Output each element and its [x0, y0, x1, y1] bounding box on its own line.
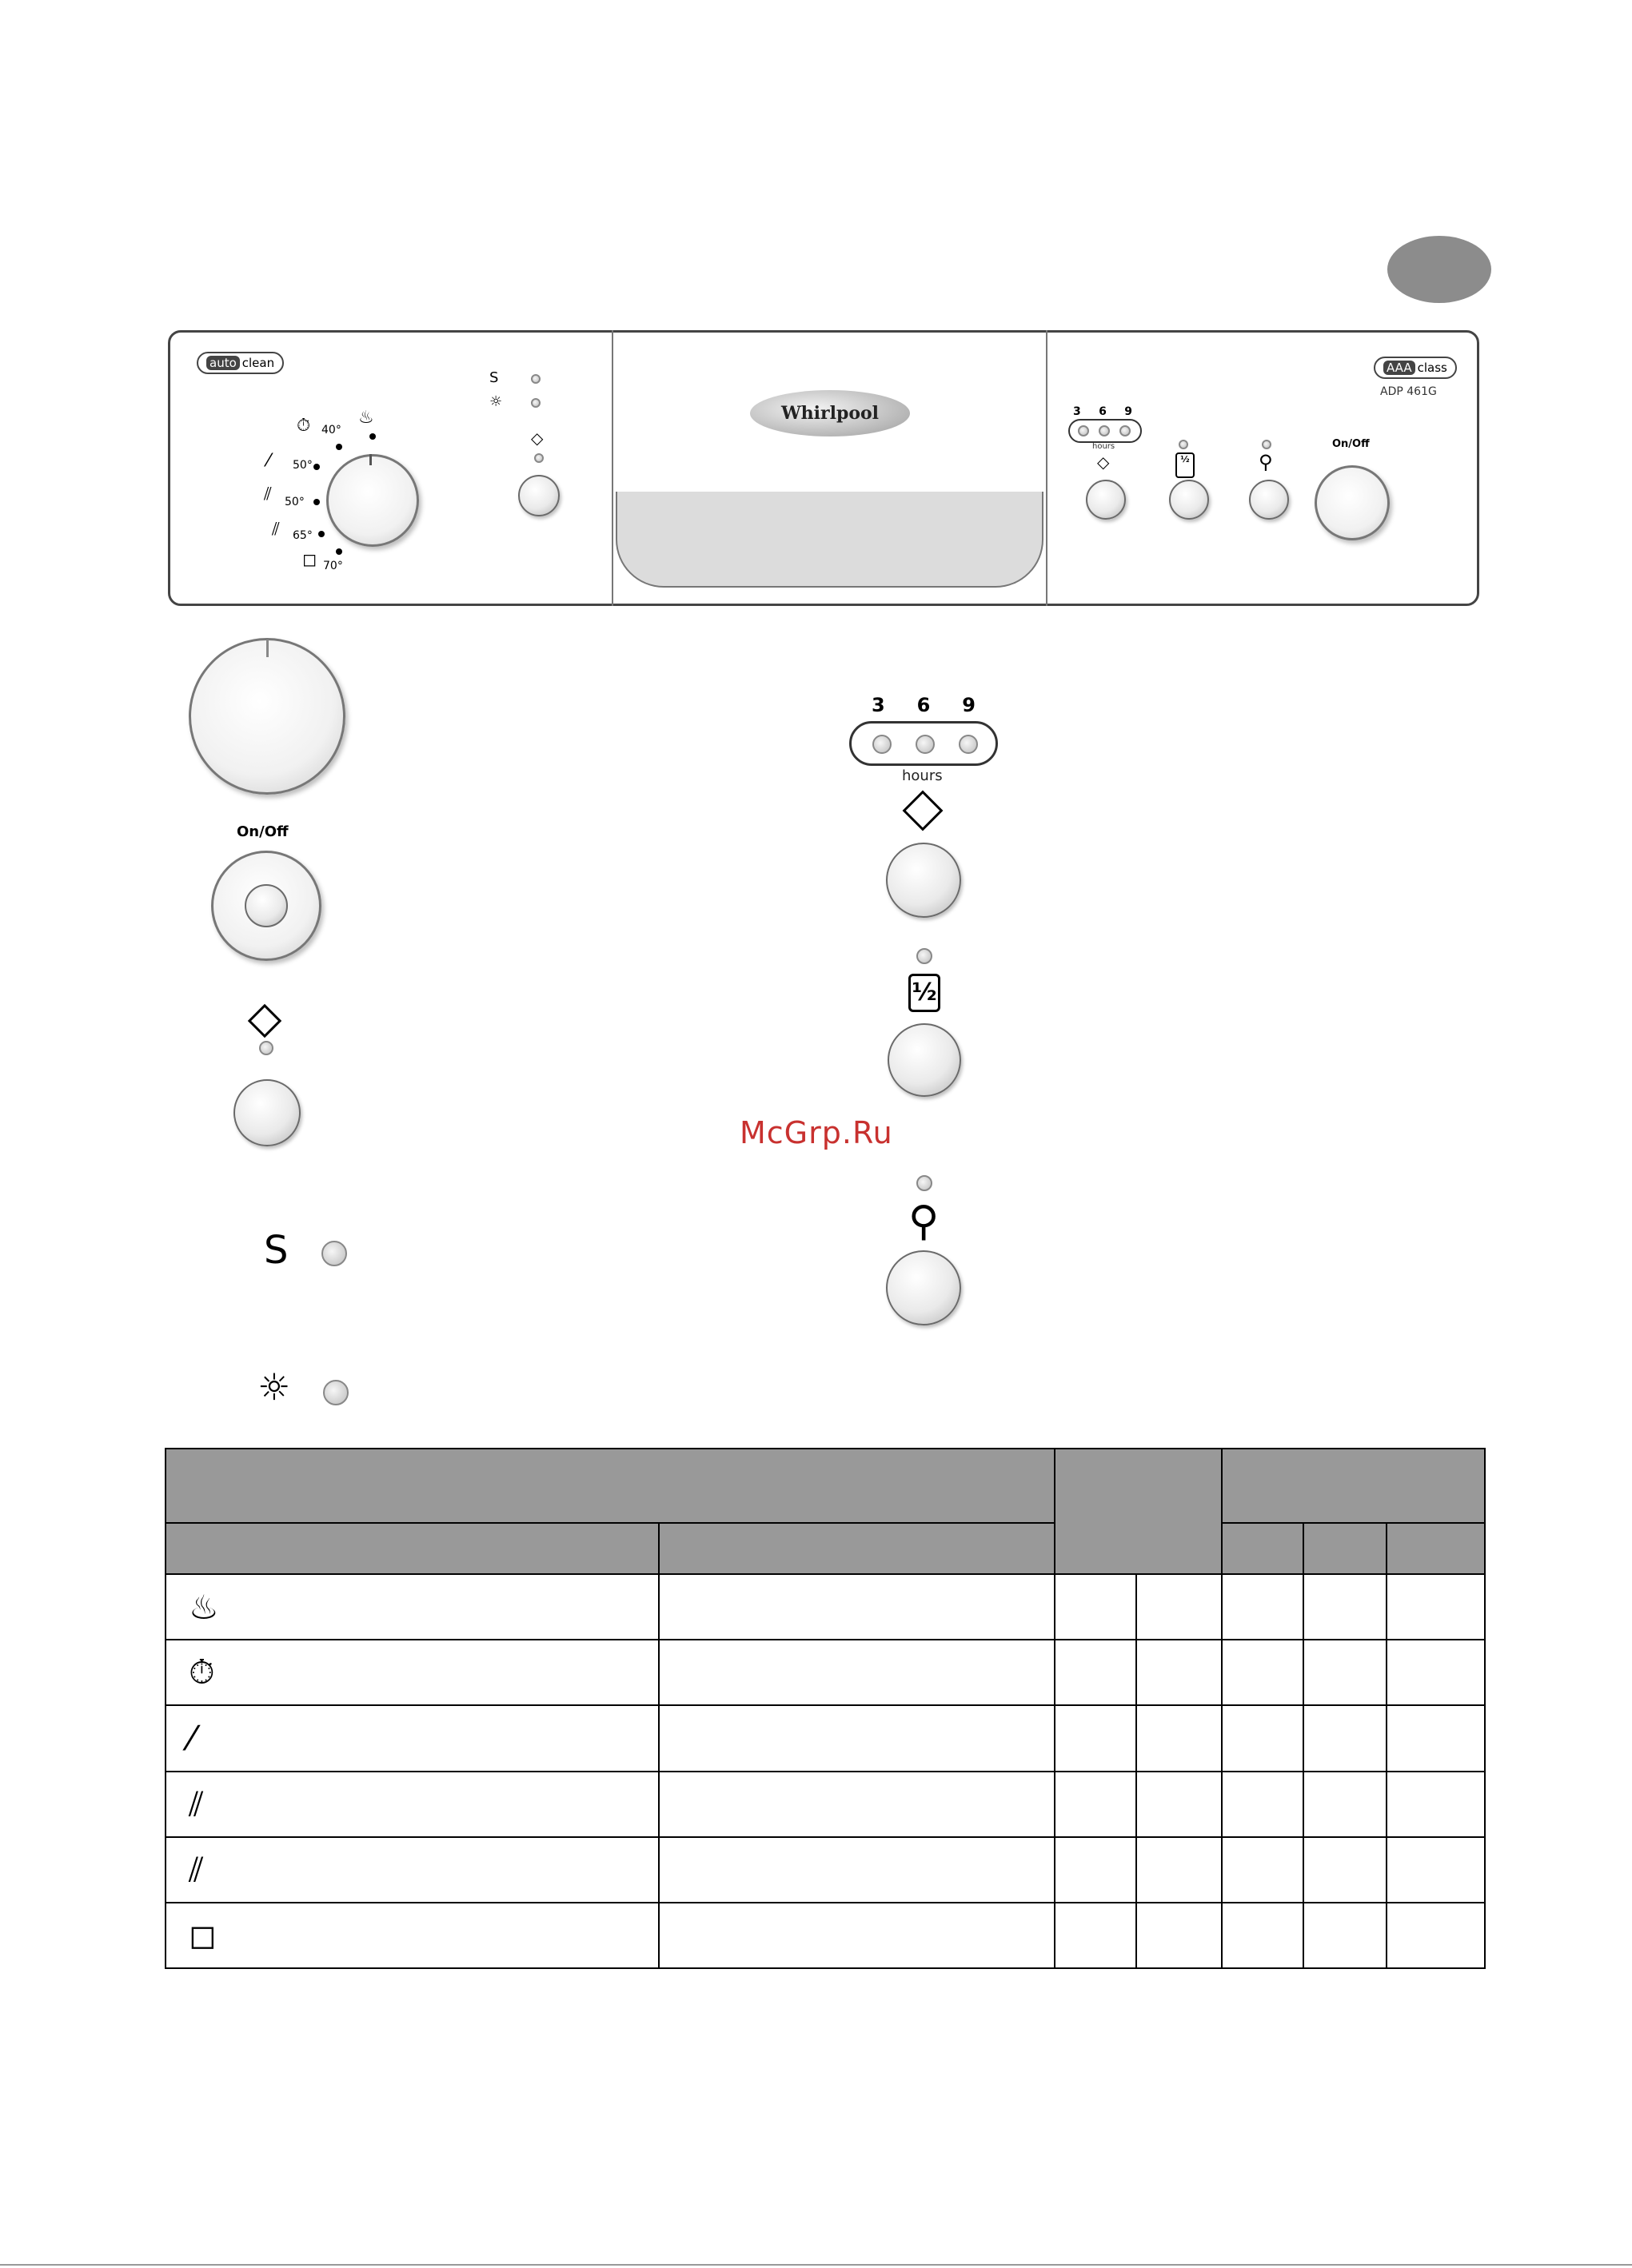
table-cell [659, 1705, 1055, 1771]
salt-icon: S [489, 369, 499, 386]
table-cell [659, 1903, 1055, 1968]
table-cell [659, 1640, 1055, 1705]
table-cell [1136, 1837, 1221, 1903]
table-cell [1303, 1705, 1387, 1771]
hours-digit: 9 [1124, 405, 1132, 418]
header-cell [1303, 1523, 1387, 1574]
hours-digit: 6 [1099, 405, 1107, 418]
program-table [165, 1448, 1486, 1969]
temp-50: 50° [285, 496, 305, 508]
half-load-icon: ½ [908, 974, 940, 1012]
watermark: McGrp.Ru [740, 1115, 893, 1150]
language-tab [1387, 236, 1491, 303]
table-row [166, 1574, 1485, 1640]
hours-led-3 [1078, 425, 1089, 436]
panel-hours-label: hours [1092, 442, 1115, 451]
table-subheader-row [166, 1523, 1485, 1574]
intensive-wash-icon: ⫽ [166, 1837, 659, 1903]
salt-led [321, 1241, 347, 1266]
check-led [916, 1175, 932, 1191]
energy-class-part1: AAA [1383, 361, 1415, 375]
table-cell [1222, 1705, 1303, 1771]
delay-icon [903, 791, 944, 831]
table-cell [1055, 1640, 1136, 1705]
start-button[interactable] [233, 1079, 301, 1146]
table-cell [1222, 1903, 1303, 1968]
table-cell [1222, 1837, 1303, 1903]
table-cell [1387, 1903, 1485, 1968]
table-header-row [166, 1449, 1485, 1523]
eco-icon: ⁄ [166, 1705, 659, 1771]
table-cell [1055, 1903, 1136, 1968]
table-row [166, 1705, 1485, 1771]
table-cell [1387, 1705, 1485, 1771]
intensive-wash-icon: ⫽ [272, 520, 280, 540]
table-cell [1303, 1772, 1387, 1837]
panel-start-button[interactable] [518, 475, 560, 516]
pre-wash-icon: ♨ [166, 1574, 659, 1640]
autoclean-part1: auto [206, 356, 240, 370]
table-cell [1387, 1640, 1485, 1705]
table-cell [659, 1837, 1055, 1903]
temp-50-eco: 50° [293, 459, 313, 472]
start-icon: ◇ [531, 428, 544, 448]
table-cell [1222, 1772, 1303, 1837]
delay-button[interactable] [886, 843, 961, 918]
rinse-aid-led [531, 398, 541, 408]
temp-40: 40° [321, 424, 341, 436]
temp-65: 65° [293, 529, 313, 542]
table-cell [1055, 1574, 1136, 1640]
table-row [166, 1837, 1485, 1903]
table-cell [1387, 1837, 1485, 1903]
table-cell [1136, 1640, 1221, 1705]
hours-led-6 [1099, 425, 1110, 436]
eco-icon: ⁄ [267, 451, 270, 471]
half-load-button[interactable] [888, 1023, 961, 1097]
salt-led [531, 374, 541, 384]
table-cell [1222, 1574, 1303, 1640]
table-cell [1136, 1574, 1221, 1640]
rinse-aid-icon: ☼ [489, 393, 503, 410]
table-cell [659, 1574, 1055, 1640]
hours-digit: 3 [1073, 405, 1081, 418]
panel-delay-button[interactable] [1086, 480, 1126, 520]
start-led [259, 1041, 273, 1055]
table-cell [1055, 1837, 1136, 1903]
hours-digits [872, 694, 976, 716]
check-icon: ⚲ [1259, 451, 1273, 473]
table-cell [1303, 1640, 1387, 1705]
panel-check-button[interactable] [1249, 480, 1289, 520]
autoclean-part2: clean [241, 356, 275, 370]
autoclean-badge [197, 352, 284, 374]
panel-half-load-button[interactable] [1169, 480, 1209, 520]
header-cell [1055, 1449, 1222, 1574]
panel-hours-box [1068, 419, 1142, 443]
energy-class-badge [1374, 357, 1457, 379]
program-dot [318, 531, 325, 537]
quick-30-icon: ⏱ [297, 416, 311, 436]
program-dot [336, 444, 342, 450]
panel-onoff-button[interactable] [1315, 465, 1390, 540]
table-row [166, 1772, 1485, 1837]
program-dot [313, 499, 320, 505]
hours-box [849, 721, 998, 766]
rinse-aid-led [323, 1380, 349, 1405]
start-icon [248, 1004, 281, 1038]
table-cell [1303, 1903, 1387, 1968]
header-cell [166, 1449, 1055, 1523]
check-button[interactable] [886, 1250, 961, 1325]
hours-led-9 [959, 735, 978, 754]
table-cell [1387, 1772, 1485, 1837]
door-handle [616, 492, 1043, 588]
normal-wash-icon: ⫽ [264, 484, 272, 504]
table-cell [1136, 1772, 1221, 1837]
half-load-icon: ½ [1175, 452, 1195, 478]
header-cell [166, 1523, 659, 1574]
table-cell [1303, 1837, 1387, 1903]
table-cell [1387, 1574, 1485, 1640]
table-cell [1222, 1640, 1303, 1705]
table-cell [1136, 1705, 1221, 1771]
program-knob[interactable] [189, 638, 345, 795]
knob-pointer [369, 454, 372, 465]
table-row [166, 1903, 1485, 1968]
header-cell [1387, 1523, 1485, 1574]
hours-digit: 9 [962, 694, 976, 716]
start-led [534, 453, 544, 463]
program-dot [369, 433, 376, 440]
model-number: ADP 461G [1380, 385, 1437, 398]
onoff-label: On/Off [237, 823, 289, 840]
temp-70: 70° [323, 560, 343, 572]
table-row [166, 1640, 1485, 1705]
header-cell [659, 1523, 1055, 1574]
panel-hours-digits [1073, 405, 1132, 418]
panel-program-knob[interactable] [326, 454, 419, 547]
hours-led-6 [916, 735, 935, 754]
header-cell [1222, 1523, 1303, 1574]
footer-line [0, 2264, 1632, 2266]
table-cell [1303, 1574, 1387, 1640]
onoff-button-center [245, 884, 288, 927]
normal-wash-icon: ⫽ [166, 1772, 659, 1837]
table-cell [1136, 1903, 1221, 1968]
delay-icon: ◇ [1097, 452, 1110, 472]
check-icon: ⚲ [908, 1198, 940, 1246]
knob-pointer [266, 640, 269, 657]
energy-class-part2: class [1417, 361, 1447, 375]
rinse-aid-icon: ☼ [257, 1365, 291, 1409]
pot-icon: ◻ [302, 550, 317, 570]
table-cell [659, 1772, 1055, 1837]
salt-icon: S [264, 1228, 289, 1273]
table-cell [1055, 1772, 1136, 1837]
header-cell [1222, 1449, 1485, 1523]
hours-led-3 [872, 735, 892, 754]
program-dot [313, 464, 320, 470]
brand-logo [750, 390, 910, 436]
table-cell [1055, 1705, 1136, 1771]
half-load-led [1179, 440, 1188, 449]
quick-30-icon: ⏱ [166, 1640, 659, 1705]
panel-onoff-label: On/Off [1332, 438, 1370, 450]
program-dot [336, 548, 342, 555]
hours-led-9 [1119, 425, 1131, 436]
check-led [1262, 440, 1271, 449]
hours-digit: 3 [872, 694, 885, 716]
half-load-led [916, 948, 932, 964]
pre-wash-icon: ♨ [358, 408, 374, 428]
hours-label: hours [902, 767, 943, 784]
hours-digit: 6 [916, 694, 931, 716]
pot-icon: ◻ [166, 1903, 659, 1968]
brand-name: Whirlpool [780, 403, 880, 424]
